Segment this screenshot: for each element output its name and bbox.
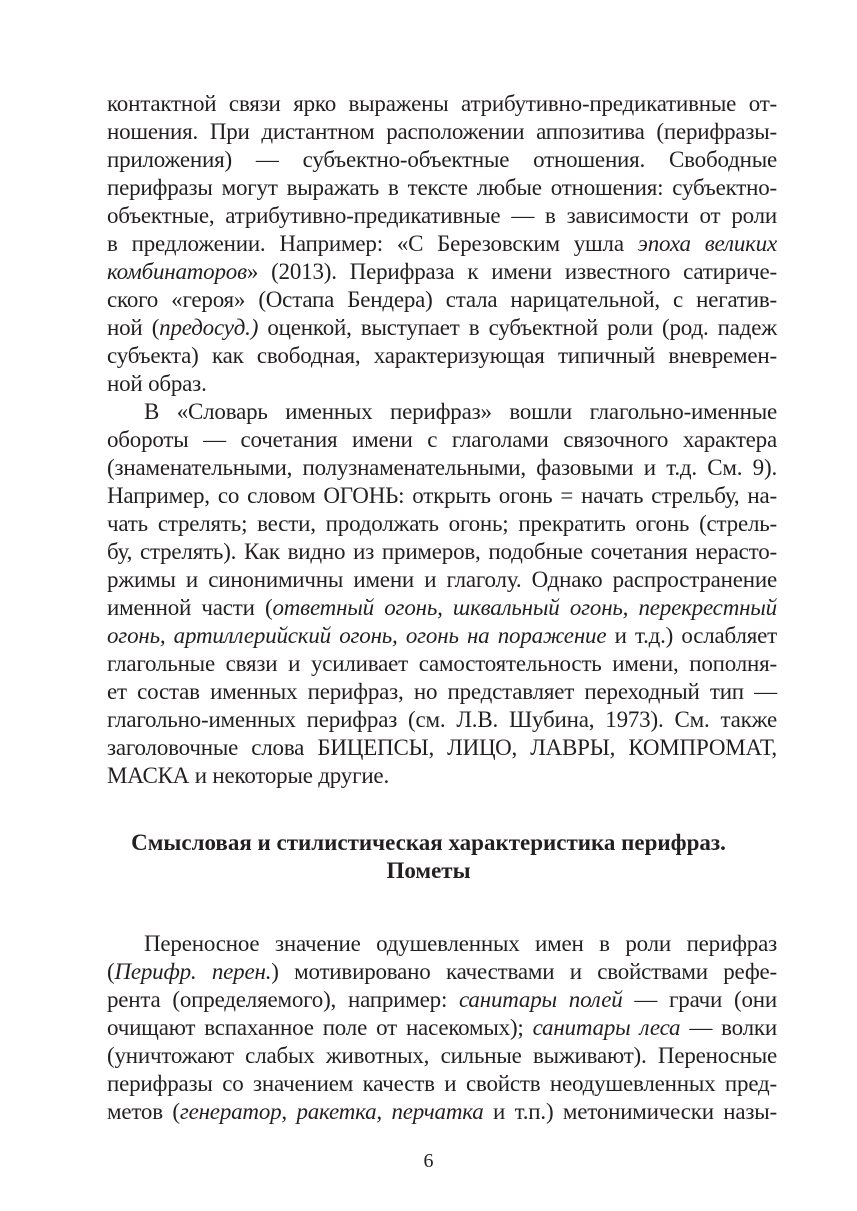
text-line xyxy=(107,622,777,650)
text-line xyxy=(107,314,777,342)
text-segment: очищают вспаханное поле от насекомых); xyxy=(107,1015,533,1040)
text-line xyxy=(107,426,777,454)
text-line xyxy=(107,594,777,622)
text-segment: метов ( xyxy=(107,1099,180,1124)
text-line xyxy=(107,230,777,258)
text-segment: контактной связи ярко выражены атрибутивно-предикативные от- xyxy=(107,91,777,116)
text-line xyxy=(107,482,777,510)
italic-text: санитары леса xyxy=(532,1015,681,1040)
italic-text: эпоха великих xyxy=(637,231,777,256)
text-line xyxy=(107,454,777,482)
italic-text: санитары полей xyxy=(459,987,623,1012)
text-line xyxy=(144,398,777,426)
text-segment: приложения) — субъектно-объектные отношения. Свободные xyxy=(107,147,777,172)
section-heading-line2: Пометы xyxy=(386,858,471,883)
text-segment: в предложении. Например: «С Березовским ушла xyxy=(107,231,638,256)
text-line xyxy=(107,762,777,790)
text-segment: — грачи (они xyxy=(622,987,777,1012)
italic-text: комбинаторов xyxy=(107,259,247,284)
text-line xyxy=(107,174,777,202)
text-segment: Переносное значение одушевленных имен в роли перифраз xyxy=(144,931,777,956)
text-segment: и т.д.) ослабляет xyxy=(606,623,777,648)
text-line xyxy=(107,538,777,566)
text-segment: объектные, атрибутивно-предикативные — в зависимости от роли xyxy=(107,203,777,228)
text-segment: Например, со словом ОГОНЬ: открыть огонь = начать стрельбу, на- xyxy=(107,483,777,508)
text-segment: обороты — сочетания имени с глаголами связочного характера xyxy=(107,427,777,452)
text-segment: именной части ( xyxy=(107,595,273,620)
text-segment: глагольно-именных перифраз (см. Л.В. Шубина, 1973). См. также xyxy=(107,707,777,732)
text-line xyxy=(107,986,777,1014)
section-heading-line1: Смысловая и стилистическая характеристика перифраз. xyxy=(131,830,726,855)
text-segment: оценкой, выступает в субъектной роли (род. падеж xyxy=(258,315,778,340)
text-segment: » (2013). Перифраза к имени известного сатириче- xyxy=(246,259,777,284)
text-segment: (уничтожают слабых животных, сильные выживают). Переносные xyxy=(107,1043,777,1068)
text-segment: субъекта) как свободная, характеризующая типичный вневремен- xyxy=(107,343,777,368)
text-segment: заголовочные слова БИЦЕПСЫ, ЛИЦО, ЛАВРЫ, КОМПРОМАТ, xyxy=(107,735,777,760)
text-segment: В «Словарь именных перифраз» вошли глагольно-именные xyxy=(144,399,777,424)
text-line xyxy=(107,510,777,538)
text-segment: МАСКА и некоторые другие. xyxy=(107,763,389,788)
text-line xyxy=(107,286,777,314)
text-segment: — волки xyxy=(680,1015,777,1040)
italic-text: предосуд.) xyxy=(159,315,259,340)
text-segment: ет состав именных перифраз, но представляет переходный тип — xyxy=(107,679,777,704)
text-line xyxy=(107,1014,777,1042)
text-segment: чать стрелять; вести, продолжать огонь; прекратить огонь (стрель- xyxy=(107,511,777,536)
italic-text: ответный огонь, шквальный огонь, перекрестный xyxy=(272,595,777,620)
italic-text: огонь, артиллерийский огонь, огонь на поражение xyxy=(107,623,607,648)
text-segment: ной ( xyxy=(107,315,160,340)
italic-text: Перифр. перен. xyxy=(114,959,272,984)
text-segment: глагольные связи и усиливает самостоятельность имени, пополня- xyxy=(107,651,777,676)
text-segment: перифразы могут выражать в тексте любые отношения: субъектно- xyxy=(107,175,777,200)
text-segment: ) мотивировано качествами и свойствами рефе- xyxy=(271,959,777,984)
text-line xyxy=(107,958,777,986)
text-segment: и т.п.) метонимически назы- xyxy=(483,1099,777,1124)
text-line xyxy=(107,734,777,762)
italic-text: генератор, ракетка, перчатка xyxy=(179,1099,484,1124)
text-line xyxy=(107,678,777,706)
text-segment: ношения. При дистантном расположении аппозитива (перифразы- xyxy=(107,119,777,144)
text-segment: бу, стрелять). Как видно из примеров, подобные сочетания нерасто- xyxy=(107,539,777,564)
page-number: 6 xyxy=(423,1150,434,1172)
text-segment: ной образ. xyxy=(107,371,207,396)
text-line xyxy=(107,258,777,286)
text-line xyxy=(107,370,777,398)
text-line xyxy=(107,706,777,734)
text-segment: перифразы со значением качеств и свойств неодушевленных пред- xyxy=(107,1071,777,1096)
text-line xyxy=(107,650,777,678)
text-segment: рента (определяемого), например: xyxy=(107,987,460,1012)
text-segment: (знаменательными, полузнаменательными, фазовыми и т.д. См. 9). xyxy=(107,455,777,480)
text-line xyxy=(107,1098,777,1126)
text-segment: ского «героя» (Остапа Бендера) стала нарицательной, с негатив- xyxy=(107,287,777,312)
text-line xyxy=(107,146,777,174)
text-line xyxy=(107,202,777,230)
text-segment: ( xyxy=(107,959,115,984)
text-line xyxy=(107,118,777,146)
text-line xyxy=(107,342,777,370)
text-line xyxy=(107,566,777,594)
text-line xyxy=(144,930,777,958)
text-line xyxy=(107,1042,777,1070)
text-line xyxy=(107,90,777,118)
text-line xyxy=(107,1070,777,1098)
text-segment: ржимы и синонимичны имени и глаголу. Однако распространение xyxy=(107,567,777,592)
